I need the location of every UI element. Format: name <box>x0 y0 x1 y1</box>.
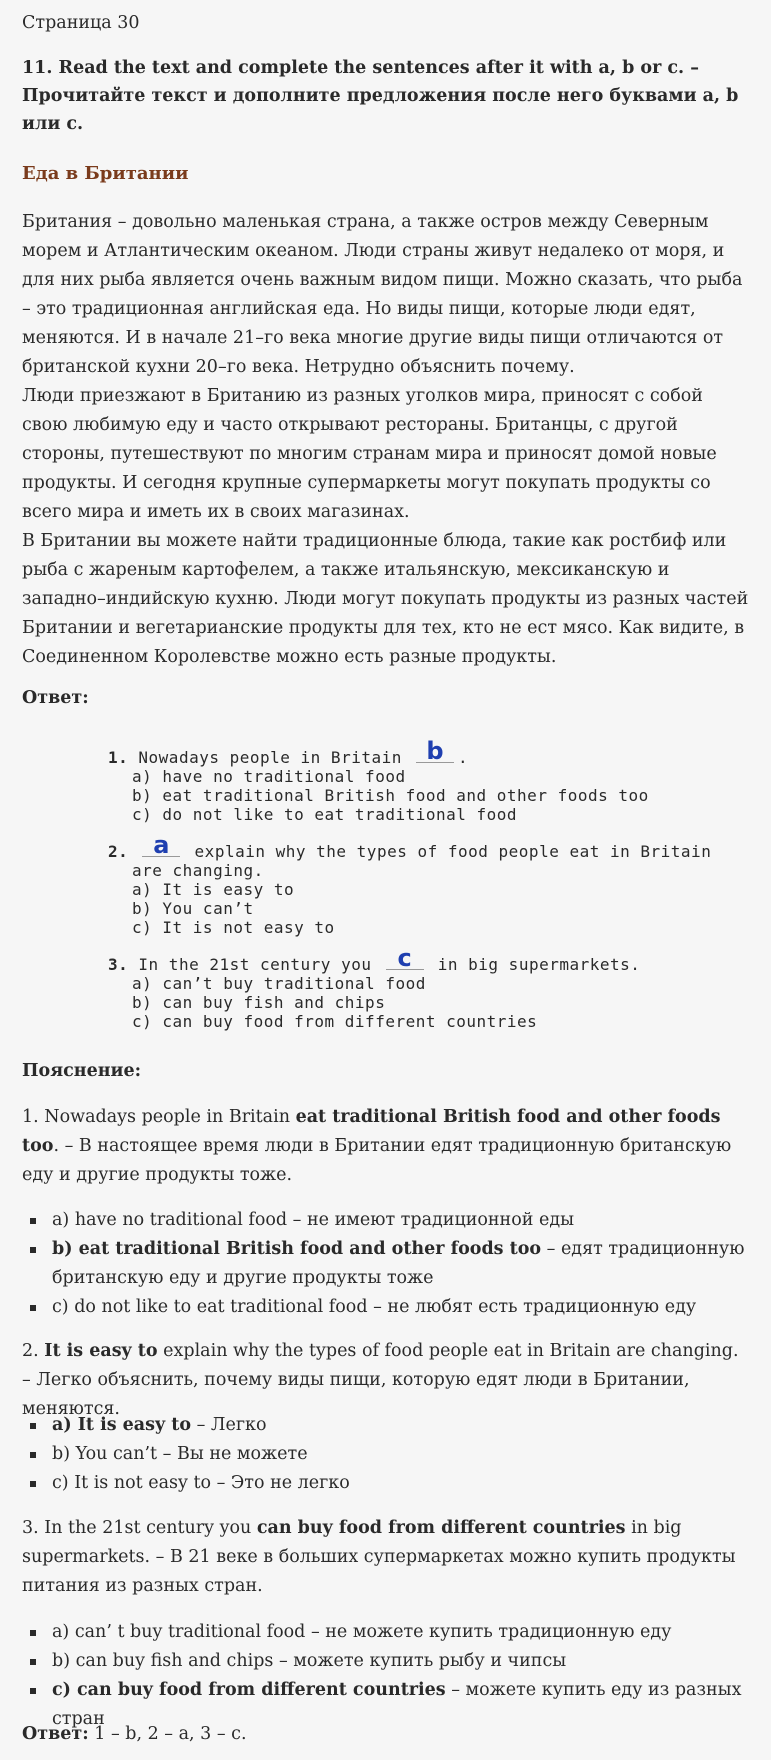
item-bold: a) It is easy to <box>52 1415 192 1435</box>
task-heading: 11. Read the text and complete the sentences after it with a, b or c. – Прочитайте текст и дополните предложения после него буквами a, b или c. <box>22 58 739 134</box>
option: b) can buy fish and chips <box>132 993 386 1012</box>
item-text: c) It is not easy to – Это не легко <box>52 1473 350 1493</box>
list-item <box>52 1440 771 1469</box>
exercise-stem <box>108 737 668 767</box>
final-answer <box>22 1720 247 1749</box>
exercise-item-2 <box>108 831 712 937</box>
option: b) eat traditional British food and other foods too <box>132 786 649 805</box>
item-text: b) can buy fish and chips – можете купить рыбу и чипсы <box>52 1651 567 1671</box>
item-text: a) have no traditional food – не имеют традиционной еды <box>52 1210 575 1230</box>
answer-blank <box>416 737 454 765</box>
explanation-3-options <box>22 1618 771 1734</box>
option: c) can buy food from different countries <box>132 1012 538 1031</box>
item-bold: b) eat traditional British food and other foods too <box>52 1239 542 1259</box>
item-text: – можете купить еду из разных стран <box>52 1680 742 1729</box>
explanation-1-options <box>22 1206 771 1322</box>
exercise-number: 2. <box>108 842 129 861</box>
answer-blank <box>142 831 180 859</box>
option: a) have no traditional food <box>132 767 406 786</box>
paragraph-3: В Британии вы можете найти традиционные блюда, такие как ростбиф или рыба с жареным картофелем, а также итальянскую, мексиканскую и западно–индийскую кухню. Люди могут покупать продукты из разных частей Британии и вегетарианские продукты для тех, кто не ест мясо. Как видите, в Соединенном Королевстве можно есть разные продукты. <box>22 531 749 667</box>
expl-text: in big supermarkets. – В 21 веке в больших супермаркетах можно купить продукты питания из разных стран. <box>22 1518 736 1596</box>
item-text: – едят традиционную британскую еду и другие продукты тоже <box>52 1239 745 1288</box>
stem-line-2: are changing. <box>132 861 264 880</box>
text-title: Еда в Британии <box>22 163 189 184</box>
item-text: – Легко <box>191 1415 267 1435</box>
handwritten-answer: b <box>426 737 444 765</box>
option: c) It is not easy to <box>132 918 335 937</box>
expl-text: 3. In the 21st century you <box>22 1518 257 1538</box>
item-text: b) You can’t – Вы не можете <box>52 1444 308 1464</box>
list-item <box>52 1293 771 1322</box>
explanation-3 <box>22 1514 749 1601</box>
exercise-stem <box>108 831 712 861</box>
expl-answer: can buy food from different countries <box>256 1518 626 1538</box>
answer-blank <box>386 944 424 972</box>
item-bold: c) can buy food from different countries <box>52 1680 446 1700</box>
list-item <box>52 1647 771 1676</box>
stem-after: in big supermarkets. <box>437 955 641 974</box>
stem-after: explain why the types of food people eat in Britain <box>194 842 712 861</box>
expl-text: 1. Nowadays people in Britain <box>22 1107 296 1127</box>
stem-after: . <box>458 748 469 767</box>
exercise-stem <box>108 944 668 974</box>
exercise-number: 3. <box>108 955 129 974</box>
list-item <box>52 1206 771 1235</box>
final-label: Ответ: <box>22 1724 89 1744</box>
option: a) It is easy to <box>132 880 295 899</box>
expl-answer: It is easy to <box>44 1341 158 1361</box>
item-text: a) can’ t buy traditional food – не можете купить традиционную еду <box>52 1622 672 1642</box>
list-item <box>52 1235 771 1293</box>
paragraph-2: Люди приезжают в Британию из разных уголков мира, приносят с собой свою любимую еду и часто открывают рестораны. Британцы, с другой стороны, путешествуют по многим странам мира и приносят домой новые продукты. И сегодня крупные супермаркеты могут покупать продукты со всего мира и иметь их в своих магазинах. <box>22 386 717 522</box>
answer-label: Ответ: <box>22 688 89 708</box>
explanation-2-options <box>22 1411 771 1498</box>
option: c) do not like to eat traditional food <box>132 805 518 824</box>
exercise-item-1 <box>108 737 668 824</box>
option: b) You can’t <box>132 899 254 918</box>
handwritten-answer: c <box>397 944 412 972</box>
page-label: Страница 30 <box>22 13 140 33</box>
final-text: 1 – b, 2 – a, 3 – c. <box>88 1724 247 1744</box>
explanation-label: Пояснение: <box>22 1061 142 1081</box>
paragraph-1: Британия – довольно маленькая страна, а также остров между Северным морем и Атлантическим океаном. Люди страны живут недалеко от моря, и для них рыба является очень важным видом пищи. Можно сказать, что рыба – это традиционная английская еда. Но виды пищи, которые люди едят, меняются. И в начале 21–го века многие другие виды пищи отличаются от британской кухни 20–го века. Нетрудно объяснить почему. <box>22 212 743 377</box>
list-item <box>52 1469 771 1498</box>
option: a) can’t buy traditional food <box>132 974 426 993</box>
handwritten-answer: a <box>153 831 170 859</box>
expl-text: explain why the types of food people eat in Britain are changing. – Легко объяснить, почему виды пищи, которую едят люди в Британии, меняются. <box>22 1341 739 1419</box>
list-item <box>52 1618 771 1647</box>
expl-answer: eat traditional British food and other foods too <box>22 1107 721 1156</box>
item-text: c) do not like to eat traditional food – не любят есть традиционную еду <box>52 1297 697 1317</box>
expl-text: . – В настоящее время люди в Британии едят традиционную британскую еду и другие продукты тоже. <box>22 1136 732 1185</box>
expl-text: 2. <box>22 1341 45 1361</box>
list-item <box>52 1411 771 1440</box>
stem-before: Nowadays people in Britain <box>138 748 402 767</box>
exercise-item-3 <box>108 944 668 1031</box>
explanation-1 <box>22 1103 749 1190</box>
stem-before: In the 21st century you <box>138 955 372 974</box>
exercise-number: 1. <box>108 748 129 767</box>
